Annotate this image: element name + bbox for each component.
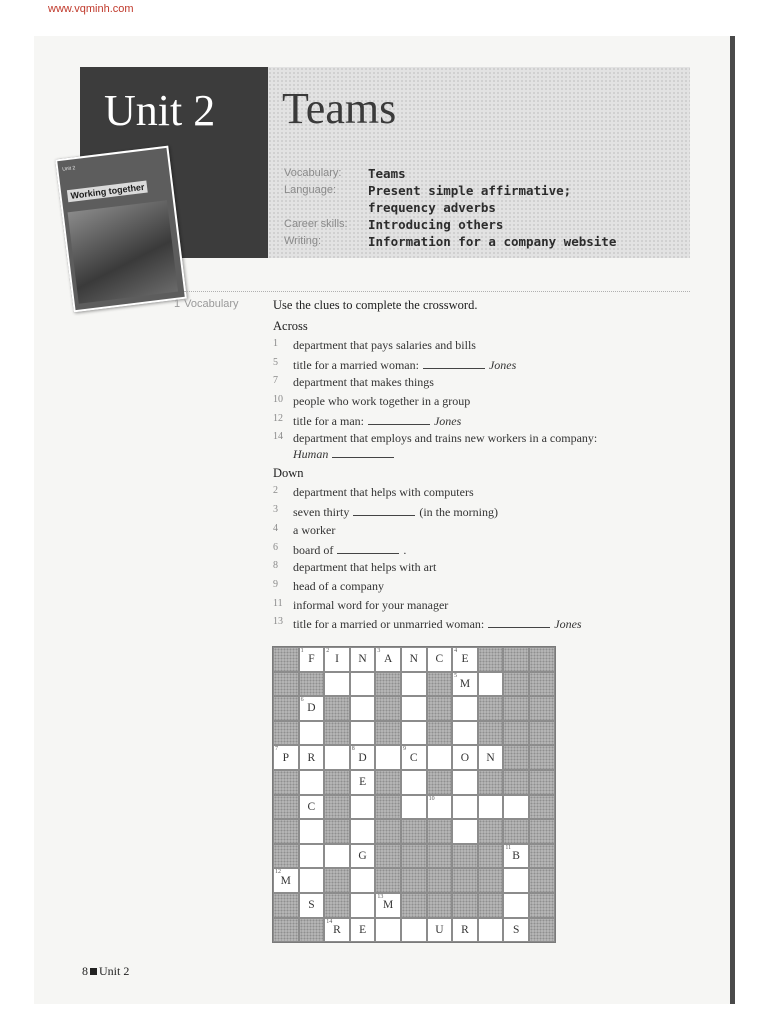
clue-text: a worker <box>293 522 336 537</box>
overview-value: Introducing others <box>368 217 504 232</box>
exercise <box>273 298 693 635</box>
across-clues <box>273 338 693 465</box>
clue-number: 9 <box>273 578 278 590</box>
across-clue <box>273 431 693 465</box>
clue-number-marker: 13 <box>377 893 384 900</box>
crossword-block <box>503 770 529 795</box>
crossword-cell[interactable] <box>375 647 401 672</box>
overview-row <box>284 216 616 233</box>
page-edge <box>730 36 735 1004</box>
crossword-block <box>375 795 401 820</box>
crossword-block <box>503 721 529 746</box>
clue-text: title for a married woman: Jones <box>293 357 517 372</box>
crossword-block <box>503 672 529 697</box>
across-clue <box>273 394 693 413</box>
answer-blank[interactable] <box>353 504 415 516</box>
crossword-block <box>273 819 299 844</box>
clue-number-marker: 7 <box>275 746 278 753</box>
crossword-block <box>324 893 350 918</box>
crossword-block <box>273 795 299 820</box>
overview-value: Present simple affirmative; <box>368 183 572 198</box>
clue-number: 7 <box>273 375 278 387</box>
cell-letter: R <box>333 923 341 936</box>
clue-text: department that makes things <box>293 375 434 390</box>
cell-letter: C <box>435 653 444 666</box>
crossword-block <box>503 745 529 770</box>
cell-letter: G <box>358 850 367 863</box>
cell-letter: S <box>512 923 520 936</box>
crossword-cell[interactable] <box>324 745 350 770</box>
crossword-block <box>478 844 504 869</box>
crossword-cell[interactable] <box>503 795 529 820</box>
crossword-cell[interactable] <box>324 918 350 943</box>
crossword-block <box>273 770 299 795</box>
overview-key: Career skills: <box>284 218 348 230</box>
clue-number: 5 <box>273 356 278 368</box>
down-clue <box>273 542 693 561</box>
crossword-block <box>427 721 453 746</box>
cell-letter: F <box>308 653 315 666</box>
across-clue <box>273 338 693 357</box>
crossword-block <box>427 819 453 844</box>
crossword-grid <box>272 646 556 943</box>
crossword-block <box>529 893 555 918</box>
overview-value: Information for a company website <box>368 234 617 249</box>
crossword-block <box>478 893 504 918</box>
clue-text: head of a company <box>293 578 384 593</box>
clue-number: 12 <box>273 412 283 424</box>
crossword-cell[interactable] <box>452 918 478 943</box>
crossword-cell[interactable] <box>452 721 478 746</box>
crossword-block <box>324 819 350 844</box>
crossword-block <box>401 868 427 893</box>
crossword-block <box>478 696 504 721</box>
clue-number: 1 <box>273 338 278 349</box>
crossword-block <box>273 672 299 697</box>
crossword-block <box>529 721 555 746</box>
overview-row <box>284 199 616 216</box>
answer-blank[interactable] <box>368 413 430 425</box>
crossword-block <box>427 893 453 918</box>
clue-text: board of . <box>293 542 407 557</box>
cell-letter: B <box>512 850 520 863</box>
overview-row <box>284 233 616 250</box>
crossword-cell[interactable] <box>452 672 478 697</box>
crossword-block <box>375 696 401 721</box>
cell-letter: R <box>461 923 469 936</box>
crossword-cell[interactable] <box>452 770 478 795</box>
unit-label: Unit 2 <box>104 86 216 135</box>
cell-letter: C <box>409 751 418 764</box>
crossword-cell[interactable] <box>299 893 325 918</box>
cell-letter: E <box>461 653 469 666</box>
answer-blank[interactable] <box>423 357 485 369</box>
section-label <box>174 298 239 310</box>
across-clue <box>273 357 693 376</box>
crossword-block <box>375 721 401 746</box>
crossword-cell[interactable] <box>478 918 504 943</box>
cell-letter: N <box>409 653 418 666</box>
overview-row <box>284 165 616 182</box>
crossword-cell[interactable] <box>299 819 325 844</box>
crossword-block <box>324 696 350 721</box>
clue-number-marker: 1 <box>300 648 304 654</box>
clue-text: department that helps with computers <box>293 485 474 500</box>
clue-text: department that employs and trains new workers in a company: Human <box>293 431 598 462</box>
clue-number-marker: 10 <box>428 795 435 802</box>
clue-number: 13 <box>273 616 283 628</box>
crossword-cell[interactable] <box>299 696 325 721</box>
crossword-block <box>273 721 299 746</box>
clue-number: 2 <box>273 485 278 497</box>
crossword-cell[interactable] <box>401 672 427 697</box>
down-clue <box>273 579 693 598</box>
down-clues <box>273 485 693 635</box>
title-banner <box>268 67 690 258</box>
across-heading: Across <box>273 319 308 333</box>
crossword-cell[interactable] <box>299 721 325 746</box>
crossword-block <box>427 672 453 697</box>
across-clue <box>273 413 693 432</box>
overview-row <box>284 182 616 199</box>
crossword-cell[interactable] <box>452 819 478 844</box>
unit-overview <box>284 165 616 250</box>
crossword-cell[interactable] <box>350 918 376 943</box>
clue-number-marker: 9 <box>402 746 406 753</box>
crossword-cell[interactable] <box>452 795 478 820</box>
crossword-cell[interactable] <box>401 918 427 943</box>
crossword-block <box>529 672 555 697</box>
crossword-block <box>529 819 555 844</box>
crossword-cell[interactable] <box>299 745 325 770</box>
clue-text: title for a man: Jones <box>293 413 462 428</box>
answer-blank[interactable] <box>337 542 399 554</box>
source-url[interactable]: www.vqminh.com <box>48 3 134 15</box>
section-divider <box>184 291 690 292</box>
cell-letter: A <box>384 653 393 666</box>
down-clue <box>273 504 693 523</box>
crossword-block <box>529 795 555 820</box>
crossword-cell[interactable] <box>299 868 325 893</box>
crossword-cell[interactable] <box>503 868 529 893</box>
cell-letter: O <box>460 751 470 764</box>
instruction: Use the clues to complete the crossword. <box>273 298 478 312</box>
crossword-block <box>478 819 504 844</box>
cell-letter: C <box>307 800 316 813</box>
crossword-block <box>273 893 299 918</box>
crossword-block <box>427 696 453 721</box>
overview-key: Language: <box>284 184 336 196</box>
clue-number-marker: 2 <box>326 648 330 654</box>
down-clue <box>273 598 693 617</box>
overview-value: frequency adverbs <box>368 200 496 215</box>
crossword-cell[interactable] <box>324 647 350 672</box>
crossword-cell[interactable] <box>299 647 325 672</box>
crossword-block <box>478 647 504 672</box>
book-cover-title: Working together <box>67 181 148 203</box>
clue-suffix: Jones <box>554 617 582 632</box>
crossword-cell[interactable] <box>350 721 376 746</box>
cell-letter: M <box>459 677 471 690</box>
cell-letter: E <box>359 776 367 789</box>
crossword-block <box>375 819 401 844</box>
crossword-block <box>478 770 504 795</box>
clue-number-marker: 5 <box>454 672 458 679</box>
crossword-cell[interactable] <box>273 745 299 770</box>
footer-unit: Unit 2 <box>99 964 130 978</box>
clue-number: 14 <box>273 431 283 443</box>
crossword-cell[interactable] <box>350 795 376 820</box>
down-clue <box>273 485 693 504</box>
clue-number-marker: 6 <box>300 697 304 704</box>
crossword-cell[interactable] <box>299 770 325 795</box>
crossword-cell[interactable] <box>273 868 299 893</box>
cell-letter: E <box>359 923 367 936</box>
crossword-block <box>503 819 529 844</box>
down-clue <box>273 616 693 635</box>
crossword-cell[interactable] <box>401 647 427 672</box>
crossword-cell[interactable] <box>503 893 529 918</box>
crossword-cell[interactable] <box>427 647 453 672</box>
crossword-block <box>401 844 427 869</box>
crossword-block <box>273 647 299 672</box>
clue-number-marker: 8 <box>351 746 355 753</box>
clue-number-marker: 4 <box>454 648 458 654</box>
crossword-cell[interactable] <box>299 844 325 869</box>
crossword-block <box>529 918 555 943</box>
section-title: Vocabulary <box>184 298 239 310</box>
crossword-block <box>324 770 350 795</box>
crossword-cell[interactable] <box>478 745 504 770</box>
cell-letter: D <box>358 751 367 764</box>
textbook-page <box>34 36 730 1004</box>
cell-letter: D <box>307 702 316 715</box>
clue-number-marker: 14 <box>326 918 333 925</box>
crossword-block <box>529 696 555 721</box>
crossword-cell[interactable] <box>503 844 529 869</box>
square-bullet <box>90 968 97 975</box>
crossword-cell[interactable] <box>503 918 529 943</box>
clue-suffix: Human <box>293 447 329 462</box>
crossword-block <box>427 770 453 795</box>
page-number: 8 <box>82 964 88 978</box>
crossword-cell[interactable] <box>401 795 427 820</box>
clue-text: department that helps with art <box>293 560 437 575</box>
cell-letter: I <box>335 653 339 666</box>
crossword-cell[interactable] <box>350 696 376 721</box>
clue-text: title for a married or unmarried woman: Jones <box>293 617 582 632</box>
cell-letter: N <box>486 751 495 764</box>
cell-letter: S <box>308 899 315 912</box>
book-cover-unit: Unit 2 <box>61 165 76 173</box>
overview-key: Writing: <box>284 235 322 247</box>
cell-letter: P <box>282 751 289 764</box>
clue-text: department that pays salaries and bills <box>293 338 476 352</box>
crossword-cell[interactable] <box>452 696 478 721</box>
clue-text: people who work together in a group <box>293 394 471 409</box>
clue-number-marker: 12 <box>275 869 281 876</box>
crossword-block <box>529 647 555 672</box>
clue-text: informal word for your manager <box>293 597 449 612</box>
crossword-block <box>503 647 529 672</box>
clue-number-marker: 3 <box>377 648 381 654</box>
cell-letter: R <box>307 751 316 764</box>
crossword-block <box>452 844 478 869</box>
crossword-block <box>478 721 504 746</box>
crossword-block <box>427 868 453 893</box>
crossword-block <box>401 893 427 918</box>
crossword-block <box>427 844 453 869</box>
clue-number: 3 <box>273 504 278 516</box>
cell-letter: M <box>383 899 394 912</box>
book-cover-image <box>55 146 187 313</box>
clue-number: 6 <box>273 541 278 553</box>
crossword-cell[interactable] <box>375 745 401 770</box>
clue-text: seven thirty (in the morning) <box>293 505 498 520</box>
clue-suffix: (in the morning) <box>419 505 498 520</box>
crossword-block <box>273 918 299 943</box>
clue-number-marker: 11 <box>505 844 512 851</box>
overview-value: Teams <box>368 166 406 181</box>
crossword-cell[interactable] <box>350 647 376 672</box>
clue-suffix: Jones <box>488 357 517 372</box>
section-number: 1 <box>174 298 181 310</box>
answer-blank[interactable] <box>488 616 550 628</box>
crossword-block <box>529 770 555 795</box>
crossword-block <box>503 696 529 721</box>
crossword-cell[interactable] <box>350 868 376 893</box>
page-footer <box>82 964 129 979</box>
crossword-block <box>299 672 325 697</box>
crossword-cell[interactable] <box>452 647 478 672</box>
crossword-block <box>478 868 504 893</box>
crossword-block <box>375 868 401 893</box>
crossword-cell[interactable] <box>350 672 376 697</box>
crossword-cell[interactable] <box>350 844 376 869</box>
crossword-block <box>273 696 299 721</box>
crossword-cell[interactable] <box>427 745 453 770</box>
cell-letter: U <box>435 923 444 936</box>
crossword-cell[interactable] <box>427 795 453 820</box>
overview-key <box>284 199 368 216</box>
crossword-cell[interactable] <box>350 745 376 770</box>
book-cover-photo <box>68 200 178 304</box>
crossword-cell[interactable] <box>350 819 376 844</box>
crossword-block <box>375 672 401 697</box>
crossword-cell[interactable] <box>478 795 504 820</box>
crossword-cell[interactable] <box>324 672 350 697</box>
crossword-block <box>299 918 325 943</box>
overview-key: Vocabulary: <box>284 167 342 179</box>
crossword-block <box>452 893 478 918</box>
crossword-cell[interactable] <box>401 770 427 795</box>
clue-suffix: Jones <box>433 413 462 428</box>
down-heading: Down <box>273 466 304 481</box>
clue-number: 10 <box>273 394 283 406</box>
across-clue <box>273 375 693 394</box>
clue-number: 8 <box>273 560 278 572</box>
crossword-block <box>401 819 427 844</box>
clue-suffix: . <box>403 542 407 557</box>
cell-letter: N <box>358 653 367 666</box>
crossword-cell[interactable] <box>324 844 350 869</box>
answer-blank[interactable] <box>332 446 394 458</box>
crossword-block <box>324 868 350 893</box>
crossword-block <box>375 770 401 795</box>
down-clue <box>273 523 693 542</box>
crossword-block <box>452 868 478 893</box>
crossword-block <box>375 844 401 869</box>
clue-number: 4 <box>273 522 278 534</box>
page-title: Teams <box>282 84 397 133</box>
clue-number: 11 <box>273 597 283 609</box>
crossword-block <box>529 868 555 893</box>
crossword-cell[interactable] <box>375 893 401 918</box>
crossword-block <box>273 844 299 869</box>
crossword-cell[interactable] <box>299 795 325 820</box>
crossword-cell[interactable] <box>350 893 376 918</box>
crossword-cell[interactable] <box>401 696 427 721</box>
crossword-cell[interactable] <box>427 918 453 943</box>
crossword-cell[interactable] <box>452 745 478 770</box>
down-clue <box>273 560 693 579</box>
crossword-cell[interactable] <box>401 721 427 746</box>
crossword-cell[interactable] <box>401 745 427 770</box>
cell-letter: M <box>280 874 291 887</box>
crossword-block <box>324 721 350 746</box>
crossword-block <box>529 745 555 770</box>
crossword-cell[interactable] <box>375 918 401 943</box>
crossword-cell[interactable] <box>478 672 504 697</box>
crossword-cell[interactable] <box>350 770 376 795</box>
crossword-block <box>324 795 350 820</box>
crossword-block <box>529 844 555 869</box>
